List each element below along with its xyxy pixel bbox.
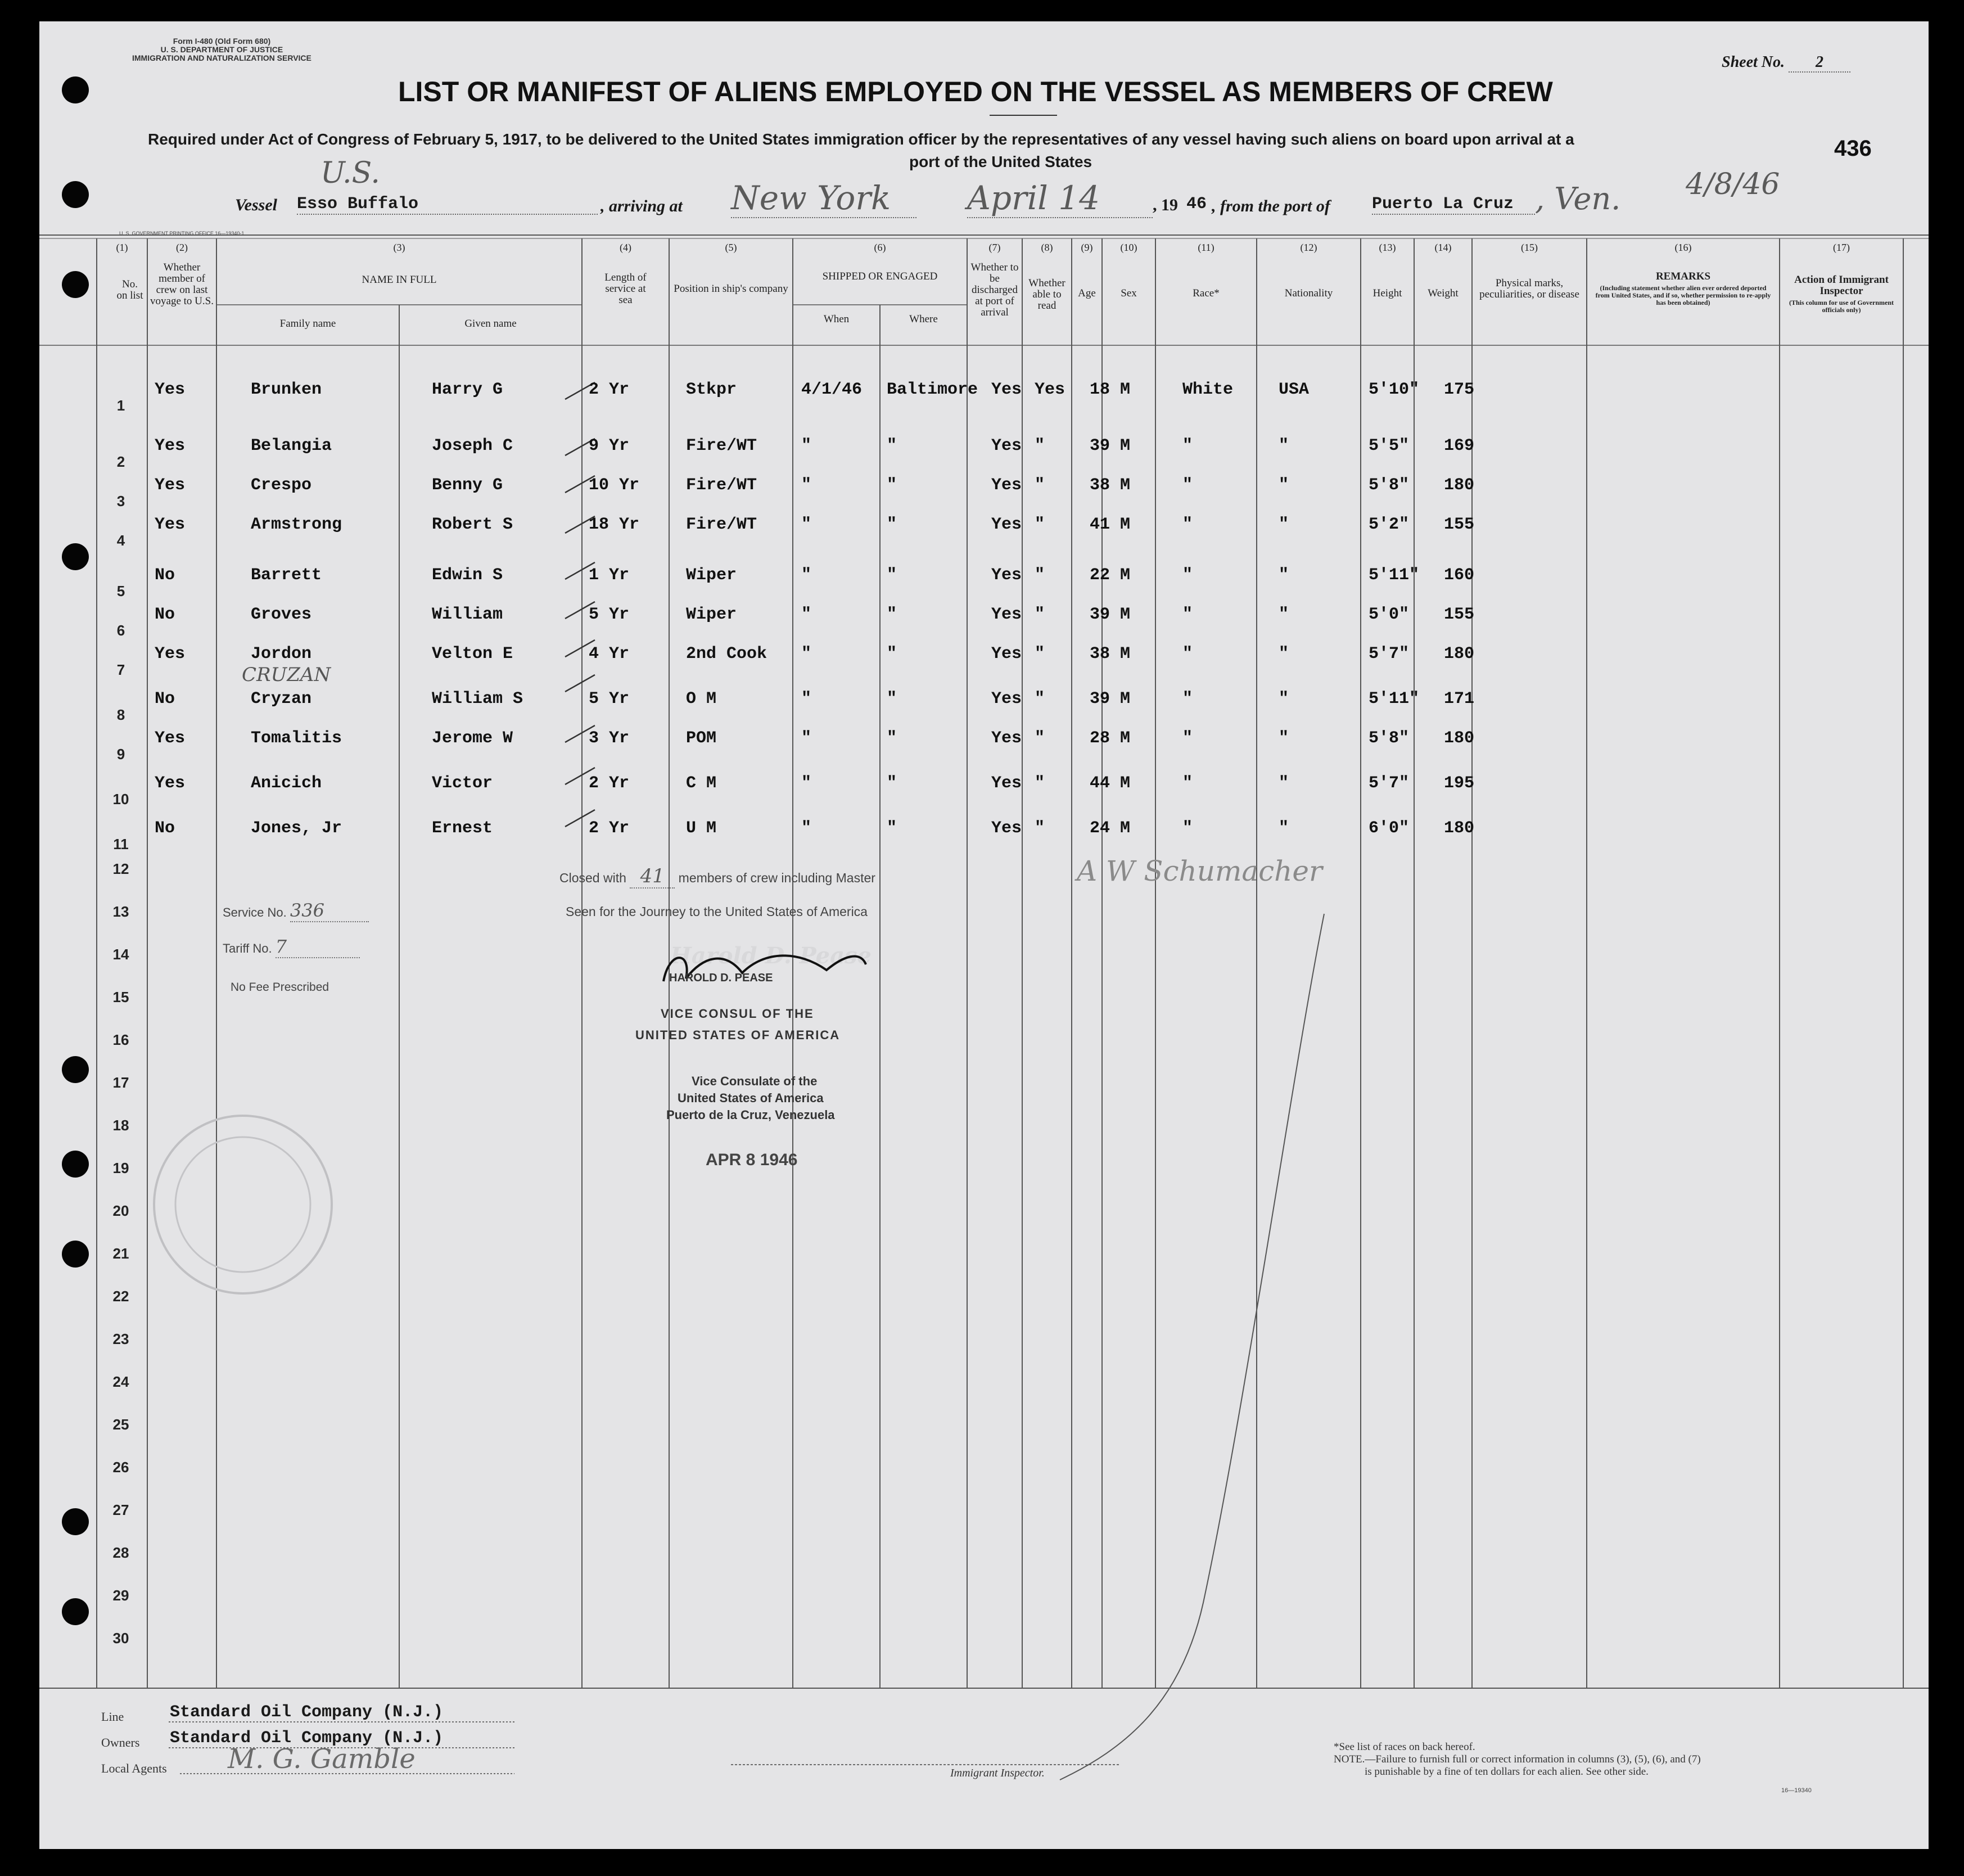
col-label-no: No. on list: [116, 278, 143, 301]
cell-family-name: Jones, Jr: [251, 819, 342, 838]
footnote-penalty-1: NOTE.—Failure to furnish full or correct information in columns (3), (5), (6), and (7): [1334, 1753, 1701, 1765]
col-label-nationality: Nationality: [1284, 287, 1333, 299]
cell-given-name: Edwin S: [432, 566, 503, 585]
cell-shipped-when: ": [801, 605, 812, 624]
service-no: 336: [290, 900, 369, 922]
arriving-port: New York: [731, 179, 916, 218]
cell-given-name: Victor: [432, 774, 493, 793]
cell-race: ": [1182, 644, 1193, 664]
cell-last-voyage: No: [155, 819, 175, 838]
cell-weight: 180: [1444, 729, 1475, 748]
consulate-line-3: Puerto de la Cruz, Venezuela: [666, 1108, 835, 1122]
form-code: 16—19340: [1781, 1787, 1812, 1794]
cell-nationality: ": [1279, 644, 1289, 664]
cell-nationality: ": [1279, 605, 1289, 624]
cell-race: ": [1182, 774, 1193, 793]
cell-last-voyage: Yes: [155, 380, 186, 399]
cell-age: 39: [1090, 605, 1110, 624]
cell-able-to-read: ": [1035, 729, 1045, 748]
cell-height: 5'8": [1369, 476, 1410, 495]
cell-shipped-where: ": [887, 436, 897, 456]
row-number: 9: [116, 746, 125, 763]
cell-able-to-read: ": [1035, 819, 1045, 838]
cell-shipped-when: ": [801, 774, 812, 793]
row-number: 25: [112, 1416, 129, 1433]
consul-title-1: VICE CONSUL OF THE: [661, 1007, 814, 1021]
page-reference-number: 436: [1834, 136, 1872, 161]
cell-weight: 180: [1444, 476, 1475, 495]
cell-last-voyage: No: [155, 689, 175, 709]
cell-sex: M: [1120, 774, 1131, 793]
consul-title-2: UNITED STATES OF AMERICA: [635, 1028, 841, 1042]
cell-race: White: [1182, 380, 1234, 399]
cell-height: 5'0": [1369, 605, 1410, 624]
col-num-9: (9): [1081, 242, 1093, 253]
col-num-10: (10): [1120, 242, 1137, 253]
cell-given-name: William: [432, 605, 503, 624]
row-number: 24: [112, 1373, 129, 1390]
row-number: 21: [112, 1245, 129, 1262]
cell-sex: M: [1120, 819, 1131, 838]
handwritten-us: U.S.: [320, 156, 380, 190]
owners-label: Owners: [101, 1735, 140, 1749]
closed-with-label: Closed with: [559, 871, 626, 885]
from-port: Puerto La Cruz: [1372, 195, 1535, 215]
cell-weight: 155: [1444, 515, 1475, 534]
col-label-when: When: [823, 313, 850, 325]
cell-shipped-where: ": [887, 476, 897, 495]
cell-length-of-service: 10 Yr: [589, 476, 640, 495]
col-label-where: Where: [909, 313, 938, 325]
cell-shipped-where: ": [887, 515, 897, 534]
cell-family-name: Barrett: [251, 566, 322, 585]
row-number: 2: [116, 453, 125, 470]
col-note-remarks: (Including statement whether alien ever ordered deported from United States, and if so, whether permission to re-apply has been obtained): [1595, 284, 1771, 306]
cell-nationality: ": [1279, 729, 1289, 748]
cell-family-name: Crespo: [251, 476, 312, 495]
cell-position: U M: [686, 819, 717, 838]
sheet-label: Sheet No.: [1722, 53, 1785, 71]
cell-nationality: ": [1279, 819, 1289, 838]
cell-discharged: Yes: [991, 436, 1022, 456]
row-number: 23: [112, 1331, 129, 1347]
cell-last-voyage: Yes: [155, 644, 186, 664]
cell-shipped-where: ": [887, 689, 897, 709]
cell-able-to-read: Yes: [1035, 380, 1065, 399]
cell-sex: M: [1120, 605, 1131, 624]
row-number: 29: [112, 1587, 129, 1604]
immigrant-inspector-label: Immigrant Inspector.: [950, 1767, 1045, 1779]
handwritten-date: 4/8/46: [1686, 168, 1780, 201]
tariff-no: 7: [276, 936, 360, 958]
from-port-label: , from the port of: [1212, 197, 1330, 215]
col-label-sex: Sex: [1121, 287, 1137, 299]
cell-sex: M: [1120, 380, 1131, 399]
cell-race: ": [1182, 729, 1193, 748]
row-number: 10: [112, 791, 129, 808]
col-label-inspector-action: Action of Immigrant Inspector: [1794, 274, 1889, 297]
col-num-14: (14): [1434, 242, 1452, 253]
cell-weight: 180: [1444, 819, 1475, 838]
cell-height: 5'7": [1369, 774, 1410, 793]
cell-discharged: Yes: [991, 819, 1022, 838]
cell-length-of-service: 5 Yr: [589, 605, 630, 624]
col-num-16: (16): [1674, 242, 1692, 253]
col-num-2: (2): [176, 242, 188, 253]
cell-length-of-service: 9 Yr: [589, 436, 630, 456]
cell-sex: M: [1120, 689, 1131, 709]
fee-prescribed: No Fee Prescribed: [231, 981, 329, 994]
arriving-label: , arriving at: [601, 197, 683, 215]
cell-race: ": [1182, 689, 1193, 709]
cell-given-name: Robert S: [432, 515, 513, 534]
cell-length-of-service: 2 Yr: [589, 819, 630, 838]
cell-height: 5'8": [1369, 729, 1410, 748]
cell-shipped-when: ": [801, 476, 812, 495]
cell-able-to-read: ": [1035, 605, 1045, 624]
cell-race: ": [1182, 436, 1193, 456]
cell-shipped-when: 4/1/46: [801, 380, 863, 399]
cell-age: 39: [1090, 436, 1110, 456]
cell-family-name: Tomalitis: [251, 729, 342, 748]
col-num-4: (4): [620, 242, 631, 253]
from-country: , Ven.: [1535, 181, 1621, 217]
cell-height: 5'7": [1369, 644, 1410, 664]
cell-shipped-when: ": [801, 566, 812, 585]
service-no-label: Service No.: [223, 905, 287, 919]
col-label-read: Whether able to read: [1028, 277, 1065, 312]
cell-age: 28: [1090, 729, 1110, 748]
cell-weight: 171: [1444, 689, 1475, 709]
cell-last-voyage: Yes: [155, 436, 186, 456]
cell-height: 5'11": [1369, 689, 1420, 709]
col-label-family-name: Family name: [279, 318, 336, 330]
tariff-no-label: Tariff No.: [223, 941, 272, 955]
row-number: 19: [112, 1160, 129, 1176]
cell-given-name: Jerome W: [432, 729, 513, 748]
cell-position: Wiper: [686, 566, 737, 585]
cell-able-to-read: ": [1035, 689, 1045, 709]
col-label-shipped: SHIPPED OR ENGAGED: [822, 270, 938, 282]
col-num-17: (17): [1833, 242, 1850, 253]
cell-nationality: ": [1279, 774, 1289, 793]
cell-discharged: Yes: [991, 774, 1022, 793]
cell-nationality: USA: [1279, 380, 1310, 399]
row-number: 28: [112, 1544, 129, 1561]
line-label: Line: [101, 1710, 124, 1724]
cell-weight: 180: [1444, 644, 1475, 664]
cell-shipped-where: ": [887, 774, 897, 793]
cell-length-of-service: 2 Yr: [589, 774, 630, 793]
row-number: 15: [112, 989, 129, 1005]
closed-with-count: 41: [630, 865, 675, 889]
seen-for-journey: Seen for the Journey to the United States of America: [566, 904, 868, 919]
local-agents-label: Local Agents: [101, 1761, 167, 1775]
subtitle-line-2: port of the United States: [909, 153, 1092, 170]
row-number: 27: [112, 1501, 129, 1518]
cell-length-of-service: 1 Yr: [589, 566, 630, 585]
cell-given-name: Ernest: [432, 819, 493, 838]
col-num-3: (3): [393, 242, 405, 253]
cell-position: Fire/WT: [686, 515, 757, 534]
cell-last-voyage: No: [155, 605, 175, 624]
cell-shipped-where: ": [887, 605, 897, 624]
cell-race: ": [1182, 819, 1193, 838]
cell-length-of-service: 4 Yr: [589, 644, 630, 664]
cell-height: 5'2": [1369, 515, 1410, 534]
cell-weight: 195: [1444, 774, 1475, 793]
col-num-8: (8): [1041, 242, 1053, 253]
col-label-age: Age: [1078, 287, 1096, 299]
cell-sex: M: [1120, 566, 1131, 585]
cell-last-voyage: Yes: [155, 774, 186, 793]
arrival-date: April 14: [967, 179, 1153, 218]
consul-name: HAROLD D. PEASE: [669, 972, 773, 984]
cell-shipped-where: Baltimore: [887, 380, 978, 399]
cell-shipped-when: ": [801, 436, 812, 456]
cell-sex: M: [1120, 644, 1131, 664]
cell-position: O M: [686, 689, 717, 709]
col-num-1: (1): [116, 242, 128, 253]
row-number: 7: [116, 661, 125, 678]
cell-age: 18: [1090, 380, 1110, 399]
owners-value: Standard Oil Company (N.J.): [170, 1729, 444, 1748]
col-num-6: (6): [874, 242, 886, 253]
row-number: 4: [116, 532, 125, 549]
cell-able-to-read: ": [1035, 566, 1045, 585]
cell-age: 24: [1090, 819, 1110, 838]
cell-height: 6'0": [1369, 819, 1410, 838]
cell-sex: M: [1120, 476, 1131, 495]
cell-age: 41: [1090, 515, 1110, 534]
row-number: 8: [116, 706, 125, 723]
cell-shipped-when: ": [801, 729, 812, 748]
col-num-13: (13): [1379, 242, 1396, 253]
row-number: 13: [112, 903, 129, 920]
cell-shipped-when: ": [801, 819, 812, 838]
col-num-7: (7): [988, 242, 1001, 253]
cell-position: Fire/WT: [686, 476, 757, 495]
cell-shipped-when: ": [801, 515, 812, 534]
col-num-11: (11): [1198, 242, 1214, 253]
cell-nationality: ": [1279, 689, 1289, 709]
consul-signature: Harold D. Pease: [670, 942, 872, 969]
cell-able-to-read: ": [1035, 476, 1045, 495]
cell-discharged: Yes: [991, 644, 1022, 664]
col-label-height: Height: [1372, 287, 1402, 299]
col-label-service: Length of service at sea: [604, 272, 647, 306]
cell-given-name: Joseph C: [432, 436, 513, 456]
cell-position: POM: [686, 729, 717, 748]
family-name-correction: CRUZAN: [242, 664, 331, 686]
cell-given-name: Velton E: [432, 644, 513, 664]
row-number: 26: [112, 1459, 129, 1476]
col-label-remarks: REMARKS: [1655, 270, 1711, 282]
consulate-line-2: United States of America: [678, 1091, 824, 1105]
cell-given-name: William S: [432, 689, 523, 709]
cell-last-voyage: Yes: [155, 515, 186, 534]
line-value: Standard Oil Company (N.J.): [170, 1703, 444, 1722]
cell-sex: M: [1120, 729, 1131, 748]
cell-discharged: Yes: [991, 566, 1022, 585]
cell-able-to-read: ": [1035, 436, 1045, 456]
cell-nationality: ": [1279, 476, 1289, 495]
vessel-name: Esso Buffalo: [297, 195, 598, 215]
inspector-signature: A W Schumacher: [1077, 855, 1322, 887]
cell-discharged: Yes: [991, 689, 1022, 709]
cell-height: 5'5": [1369, 436, 1410, 456]
cell-shipped-when: ": [801, 644, 812, 664]
row-number: 5: [116, 583, 125, 599]
service-name: IMMIGRATION AND NATURALIZATION SERVICE: [132, 53, 311, 62]
cell-position: C M: [686, 774, 717, 793]
footnote-penalty-2: is punishable by a fine of ten dollars for each alien. See other side.: [1365, 1766, 1649, 1778]
cell-shipped-where: ": [887, 566, 897, 585]
cell-position: Stkpr: [686, 380, 737, 399]
col-note-inspector-action: (This column for use of Government officials only): [1789, 299, 1894, 314]
row-number: 16: [112, 1031, 129, 1048]
cell-discharged: Yes: [991, 380, 1022, 399]
cell-position: Fire/WT: [686, 436, 757, 456]
consulate-date-stamp: APR 8 1946: [706, 1151, 798, 1169]
cell-length-of-service: 3 Yr: [589, 729, 630, 748]
col-label-position: Position in ship's company: [674, 283, 788, 295]
department: U. S. DEPARTMENT OF JUSTICE: [160, 45, 283, 54]
closed-with-suffix: members of crew including Master: [678, 871, 875, 885]
cell-nationality: ": [1279, 515, 1289, 534]
row-number: 11: [113, 836, 129, 853]
row-number: 14: [112, 946, 129, 963]
cell-sex: M: [1120, 436, 1131, 456]
cell-race: ": [1182, 566, 1193, 585]
row-number: 1: [116, 397, 125, 414]
row-number: 18: [112, 1117, 129, 1134]
cell-shipped-where: ": [887, 644, 897, 664]
col-label-weight: Weight: [1428, 287, 1459, 299]
consulate-line-1: Vice Consulate of the: [692, 1074, 818, 1088]
cell-length-of-service: 18 Yr: [589, 515, 640, 534]
col-num-5: (5): [725, 242, 737, 253]
cell-position: 2nd Cook: [686, 644, 767, 664]
cell-family-name: Belangia: [251, 436, 332, 456]
cell-last-voyage: No: [155, 566, 175, 585]
cell-weight: 160: [1444, 566, 1475, 585]
cell-family-name: Groves: [251, 605, 312, 624]
cell-age: 44: [1090, 774, 1110, 793]
row-number: 30: [112, 1630, 129, 1647]
row-number: 3: [116, 493, 125, 509]
form-number: Form I-480 (Old Form 680): [173, 37, 271, 46]
col-num-12: (12): [1300, 242, 1317, 253]
cell-family-name: Jordon: [251, 644, 312, 664]
footnote-races: *See list of races on back hereof.: [1334, 1741, 1475, 1753]
arrival-year: 46: [1186, 195, 1207, 214]
cell-nationality: ": [1279, 566, 1289, 585]
cell-weight: 169: [1444, 436, 1475, 456]
cell-able-to-read: ": [1035, 644, 1045, 664]
cell-discharged: Yes: [991, 476, 1022, 495]
cell-race: ": [1182, 515, 1193, 534]
cell-last-voyage: Yes: [155, 729, 186, 748]
col-label-discharged: Whether to be discharged at port of arrival: [970, 261, 1019, 318]
col-num-15: (15): [1521, 242, 1538, 253]
row-number: 20: [112, 1202, 129, 1219]
cell-weight: 155: [1444, 605, 1475, 624]
row-number: 6: [116, 622, 125, 639]
page-title: LIST OR MANIFEST OF ALIENS EMPLOYED ON THE VESSEL AS MEMBERS OF CREW: [398, 76, 1553, 107]
cell-weight: 175: [1444, 380, 1475, 399]
col-label-name: NAME IN FULL: [362, 274, 437, 286]
cell-shipped-where: ": [887, 729, 897, 748]
vessel-label: Vessel: [235, 196, 277, 214]
cell-last-voyage: Yes: [155, 476, 186, 495]
cell-age: 38: [1090, 476, 1110, 495]
cell-family-name: Anicich: [251, 774, 322, 793]
cell-height: 5'11": [1369, 566, 1420, 585]
cell-family-name: Cryzan: [251, 689, 312, 709]
cell-shipped-when: ": [801, 689, 812, 709]
cell-length-of-service: 2 Yr: [589, 380, 630, 399]
cell-age: 38: [1090, 644, 1110, 664]
cell-given-name: Benny G: [432, 476, 503, 495]
cell-family-name: Armstrong: [251, 515, 342, 534]
cell-age: 22: [1090, 566, 1110, 585]
col-label-given-name: Given name: [464, 318, 517, 330]
local-agents-value: M. G. Gamble: [228, 1743, 416, 1775]
cell-race: ": [1182, 605, 1193, 624]
cell-given-name: Harry G: [432, 380, 503, 399]
sheet-number: 2: [1789, 53, 1850, 73]
cell-sex: M: [1120, 515, 1131, 534]
col-label-last-voyage: Whether member of crew on last voyage to U.S.: [150, 261, 214, 307]
cell-race: ": [1182, 476, 1193, 495]
cell-family-name: Brunken: [251, 380, 322, 399]
cell-able-to-read: ": [1035, 515, 1045, 534]
col-label-physical-marks: Physical marks, peculiarities, or disease: [1479, 277, 1579, 300]
row-number: 17: [112, 1074, 129, 1091]
cell-discharged: Yes: [991, 515, 1022, 534]
row-number: 12: [112, 860, 129, 877]
cell-height: 5'10": [1369, 380, 1420, 399]
col-label-race: Race*: [1193, 287, 1220, 299]
row-number: 22: [112, 1288, 129, 1305]
cell-discharged: Yes: [991, 729, 1022, 748]
subtitle-line-1: Required under Act of Congress of February 5, 1917, to be delivered to the United States immigration officer by the representatives of any vessel having such aliens on board upon arrival at a: [148, 130, 1574, 148]
cell-shipped-where: ": [887, 819, 897, 838]
cell-age: 39: [1090, 689, 1110, 709]
year-prefix: , 19: [1153, 196, 1178, 214]
cell-length-of-service: 5 Yr: [589, 689, 630, 709]
cell-nationality: ": [1279, 436, 1289, 456]
cell-position: Wiper: [686, 605, 737, 624]
cell-able-to-read: ": [1035, 774, 1045, 793]
cell-discharged: Yes: [991, 605, 1022, 624]
printing-office: U. S. GOVERNMENT PRINTING OFFICE 16—19340-1: [119, 231, 245, 236]
